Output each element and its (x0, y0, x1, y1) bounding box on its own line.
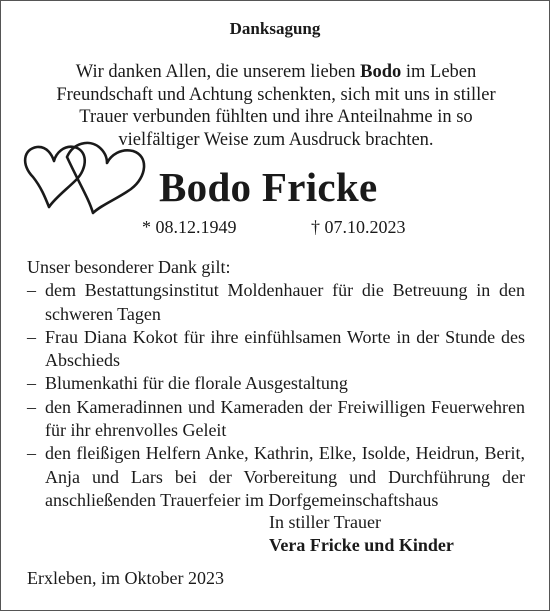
deceased-name: Bodo Fricke (159, 164, 378, 210)
thanks-item (27, 372, 525, 395)
closing-line: In stiller Trauer (269, 512, 381, 532)
thanks-item (27, 442, 525, 512)
thanks-intro: Unser besonderer Dank gilt: (27, 257, 231, 277)
thanks-item (27, 396, 525, 443)
closing-block (269, 511, 454, 557)
thanks-item-text: den fleißigen Helfern Anke, Kathrin, Elke, Isolde, Heidrun, Berit, Anja und Lars bei der Vorbereitung und Durchführung der anschließenden Trauerfeier im Dorfgemeinschaftshaus (45, 443, 525, 510)
intro-after-name: im Leben Freundschaft und Achtung schenkten, sich mit uns in stiller Trauer verbunden fühlten und ihre Anteilnahme in so vielfältiger Weise zum Ausdruck brachten. (56, 62, 496, 150)
heading: Danksagung (229, 19, 321, 38)
dash-marker: – (27, 396, 36, 417)
family-signature: Vera Fricke und Kinder (269, 535, 454, 555)
dash-marker: – (27, 373, 36, 394)
intro-name: Bodo (360, 62, 402, 82)
dash-marker: – (27, 326, 36, 347)
dash-marker: – (27, 280, 36, 301)
thanks-item (27, 279, 525, 326)
thanks-list (27, 279, 525, 512)
two-hearts-icon (19, 135, 171, 217)
birth-date: * 08.12.1949 (142, 217, 237, 237)
thanks-item-text: dem Bestattungsinstitut Moldenhauer für die Betreuung in den schweren Tagen (45, 280, 525, 324)
thanks-item-text: Blumenkathi für die florale Ausgestaltung (45, 373, 348, 394)
thanks-item (27, 326, 525, 373)
place-date: Erxleben, im Oktober 2023 (27, 568, 224, 588)
thanks-section (27, 256, 525, 512)
intro-before-name: Wir danken Allen, die unserem lieben (75, 62, 361, 82)
thanks-item-text: den Kameradinnen und Kameraden der Freiwilligen Feuerwehren für ihr ehrenvolles Geleit (45, 396, 525, 441)
thanks-item-text: Frau Diana Kokot für ihre einfühlsamen Worte in der Stunde des Abschieds (45, 326, 525, 371)
death-date: † 07.10.2023 (311, 217, 406, 237)
dash-marker: – (27, 443, 36, 464)
